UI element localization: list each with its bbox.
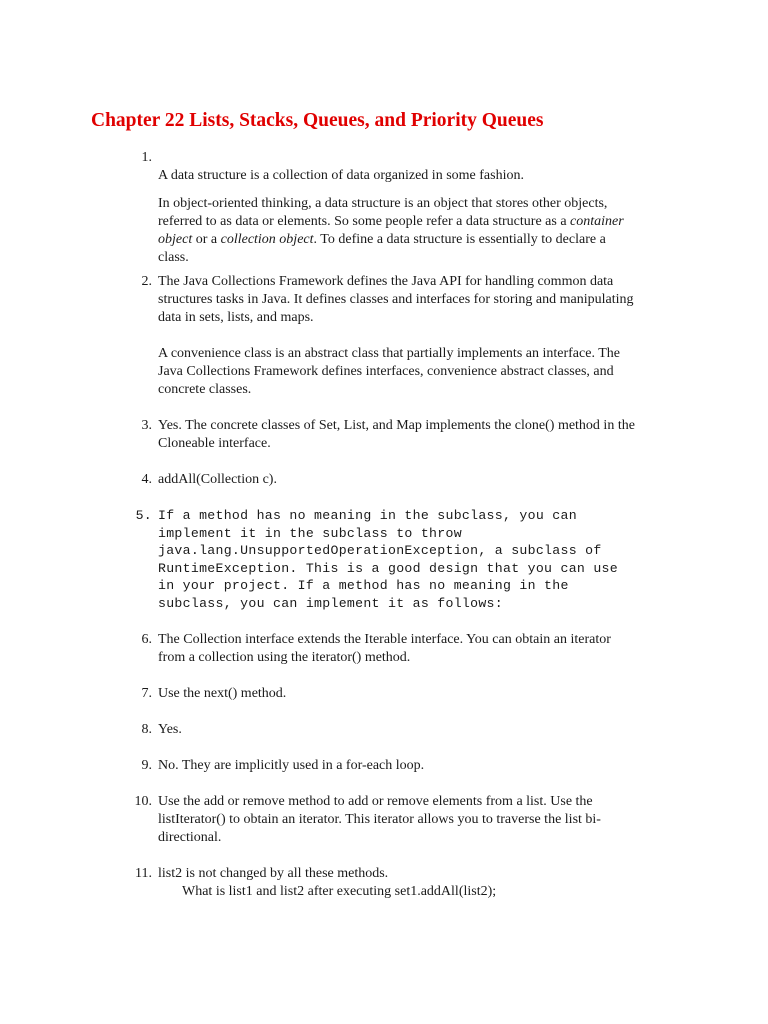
answer-text: addAll(Collection c). <box>158 472 277 487</box>
answer-text: subclass, you can implement it as follows: <box>158 595 503 611</box>
answer-text: Java Collections Framework defines interfaces, convenience abstract classes, and <box>158 364 614 379</box>
answer-body <box>158 471 678 489</box>
answer-text: java.lang.UnsupportedOperationException, a subclass of <box>158 543 602 558</box>
answer-number: 6. <box>141 632 152 647</box>
answer-text: The Java Collections Framework defines the Java API for handling common data <box>158 274 614 289</box>
answer-body <box>158 417 678 453</box>
answer-text: class. <box>158 250 189 265</box>
answer-number: 10. <box>134 794 152 809</box>
answer-text: Yes. <box>158 722 182 737</box>
answer-text: structures tasks in Java. It defines classes and interfaces for storing and manipulating <box>158 292 634 307</box>
answer-text: listIterator() to obtain an iterator. This iterator allows you to traverse the list bi- <box>158 812 601 827</box>
answer-number: 2. <box>141 274 152 289</box>
answer-body <box>158 273 678 399</box>
answer-number: 1. <box>141 150 152 165</box>
answer-text: Use the next() method. <box>158 686 287 701</box>
answer-body <box>158 793 678 847</box>
answer-text: referred to as data or elements. So some people refer a data structure as a container <box>158 214 624 229</box>
answer-text: A data structure is a collection of data organized in some fashion. <box>158 168 524 183</box>
answer-body <box>158 865 678 901</box>
answer-text: object or a collection object. To define a data structure is essentially to declare a <box>158 232 606 247</box>
answer-text: directional. <box>158 830 222 845</box>
answer-text: data in sets, lists, and maps. <box>158 310 314 325</box>
answer-text: No. They are implicitly used in a for-each loop. <box>158 758 425 773</box>
answer-body <box>158 631 678 667</box>
answer-text: implement it in the subclass to throw <box>158 525 462 541</box>
answer-text: If a method has no meaning in the subclass, you can <box>158 508 577 523</box>
answer-body <box>158 721 678 739</box>
answer-body <box>158 757 678 775</box>
answer-text: concrete classes. <box>158 382 252 397</box>
answer-number: 5. <box>135 508 152 523</box>
answer-text: The Collection interface extends the Iterable interface. You can obtain an iterator <box>158 632 611 647</box>
answer-body <box>158 507 678 612</box>
answer-text: in your project. If a method has no meaning in the <box>158 578 569 593</box>
answer-text: list2 is not changed by all these methods. <box>158 866 389 881</box>
answer-number: 9. <box>141 758 152 773</box>
answer-text: In object-oriented thinking, a data structure is an object that stores other objects, <box>158 196 608 211</box>
answer-text: What is list1 and list2 after executing set1.addAll(list2); <box>182 884 497 899</box>
answer-number: 7. <box>141 686 152 701</box>
answer-body <box>158 167 678 267</box>
answer-body <box>158 685 678 703</box>
answer-text: Yes. The concrete classes of Set, List, and Map implements the clone() method in the <box>158 418 635 433</box>
answer-number: 3. <box>141 418 152 433</box>
answer-text: Use the add or remove method to add or remove elements from a list. Use the <box>158 794 593 809</box>
answer-text: A convenience class is an abstract class that partially implements an interface. The <box>158 346 620 361</box>
chapter-title: Chapter 22 Lists, Stacks, Queues, and Priority Queues <box>91 110 544 131</box>
answer-text: RuntimeException. This is a good design that you can use <box>158 560 618 576</box>
answer-number: 11. <box>135 866 152 881</box>
answer-text: from a collection using the iterator() method. <box>158 650 411 665</box>
answer-text: Cloneable interface. <box>158 436 271 451</box>
answer-number: 8. <box>141 722 152 737</box>
answer-number: 4. <box>141 472 152 487</box>
